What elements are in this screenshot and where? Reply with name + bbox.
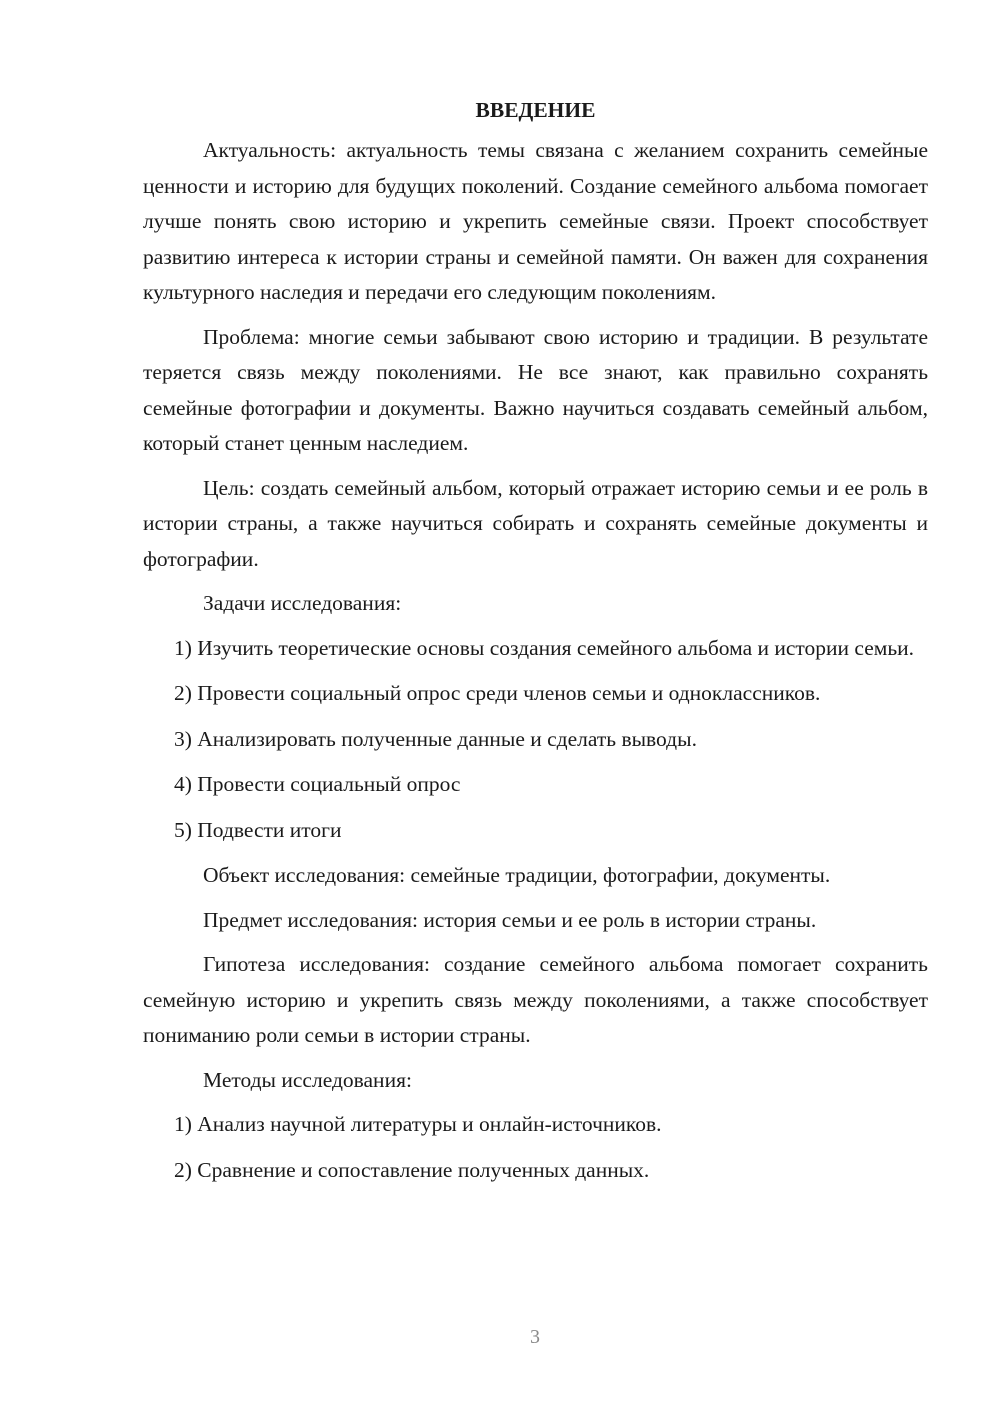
method-item: 2) Сравнение и сопоставление полученных данных. (174, 1157, 650, 1182)
problem-paragraph: Проблема: многие семьи забывают свою историю и традиции. В результате теряется связь между поколениями. Не все знают, как правильно сохранять семейные фотографии и документы. Важно научиться создавать семейный альбом, который станет ценным наследием. (143, 324, 928, 455)
task-item: 1) Изучить теоретические основы создания семейного альбома и истории семьи. (174, 635, 915, 660)
page-number: 3 (530, 1326, 540, 1348)
methods-heading: Методы исследования: (203, 1067, 412, 1092)
goal-paragraph: Цель: создать семейный альбом, который отражает историю семьи и ее роль в истории страны, а также научиться собирать и сохранять семейные документы и фотографии. (143, 475, 928, 571)
object-paragraph: Объект исследования: семейные традиции, фотографии, документы. (203, 863, 831, 887)
task-item: 3) Анализировать полученные данные и сделать выводы. (174, 726, 697, 751)
subject-paragraph: Предмет исследования: история семьи и ее роль в истории страны. (203, 907, 817, 932)
tasks-heading: Задачи исследования: (203, 591, 402, 615)
method-item: 1) Анализ научной литературы и онлайн-источников. (174, 1112, 662, 1136)
document-page (143, 92, 928, 1198)
task-item: 5) Подвести итоги (174, 817, 342, 842)
section-title: ВВЕДЕНИЕ (475, 98, 596, 122)
hypothesis-paragraph: Гипотеза исследования: создание семейного альбома помогает сохранить семейную историю и укрепить связь между поколениями, а также способствует пониманию роли семьи в истории страны. (143, 952, 928, 1047)
task-item: 2) Провести социальный опрос среди членов семьи и одноклассников. (174, 681, 821, 705)
relevance-paragraph: Актуальность: актуальность темы связана с желанием сохранить семейные ценности и историю для будущих поколений. Создание семейного альбома помогает лучше понять свою историю и укрепить семейные связи. Проект способствует развитию интереса к истории страны и семейной памяти. Он важен для сохранения культурного наследия и передачи его следующим поколениям. (143, 138, 928, 304)
task-item: 4) Провести социальный опрос (174, 772, 461, 796)
